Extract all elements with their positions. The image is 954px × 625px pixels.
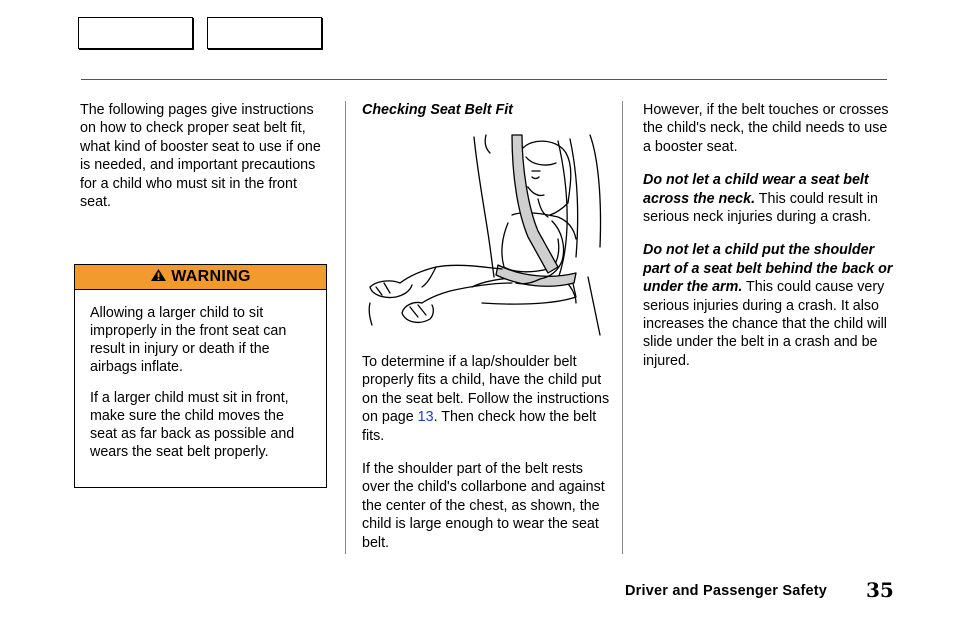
nav-button-2[interactable] [207,17,322,49]
shoulder-warning-paragraph [643,241,893,370]
child-seatbelt-illustration [362,127,610,337]
column-2 [362,101,612,119]
page-number: 35 [866,578,894,602]
shoulder-warning-bold: Do not let a child put the shoulder part of a seat belt behind the back or under the arm. [643,242,893,296]
fit-paragraph-2: If the shoulder part of the belt rests over the child's collarbone and against the center of the chest, as shown, the child is large enough to wear the seat belt. [362,461,605,551]
neck-warning-bold: Do not let a child wear a seat belt across the neck. [643,172,869,207]
nav-button-1[interactable] [78,17,193,49]
warning-heading: WARNING [171,268,251,285]
shoulder-warning-rest: This could cause very serious injuries during a crash. It also increases the chance that the child will slide under the belt in a crash and be injured. [643,279,887,369]
intro-text: The following pages give instructions on how to check proper seat belt fit, what kind of booster seat to use if one is needed, and important precautions for a child who must sit in the front seat. [80,102,321,211]
section-subheading: Checking Seat Belt Fit [362,102,513,118]
page-13-link[interactable]: 13 [417,409,434,426]
warning-header [75,265,326,290]
column-divider-2 [622,101,623,554]
warning-box [74,264,327,488]
column-1 [80,101,330,211]
fit-text-before-link: To determine if a lap/shoulder belt properly fits a child, have the child put on the seat belt. Follow the instructions on page [362,354,610,426]
footer-section-title: Driver and Passenger Safety [625,583,828,599]
fit-paragraph-1 [362,353,610,445]
header-rule [81,79,887,80]
column-divider-1 [345,101,346,554]
fit-text-after-link: . Then check how the belt fits. [362,409,597,444]
neck-paragraph: However, if the belt touches or crosses the child's neck, the child needs to use a booster seat. [643,102,889,155]
neck-warning-paragraph [643,171,893,226]
warning-paragraph-1: Allowing a larger child to sit improperly in the front seat can result in injury or death if the airbags inflate. [90,305,287,375]
column-2-body [362,353,610,552]
warning-triangle-icon [150,268,167,282]
warning-paragraph-2: If a larger child must sit in front, make sure the child moves the seat as far back as possible and wears the seat belt properly. [90,390,295,460]
column-3 [643,101,893,370]
warning-body [75,290,326,461]
neck-warning-rest: This could result in serious neck injuries during a crash. [643,190,878,226]
